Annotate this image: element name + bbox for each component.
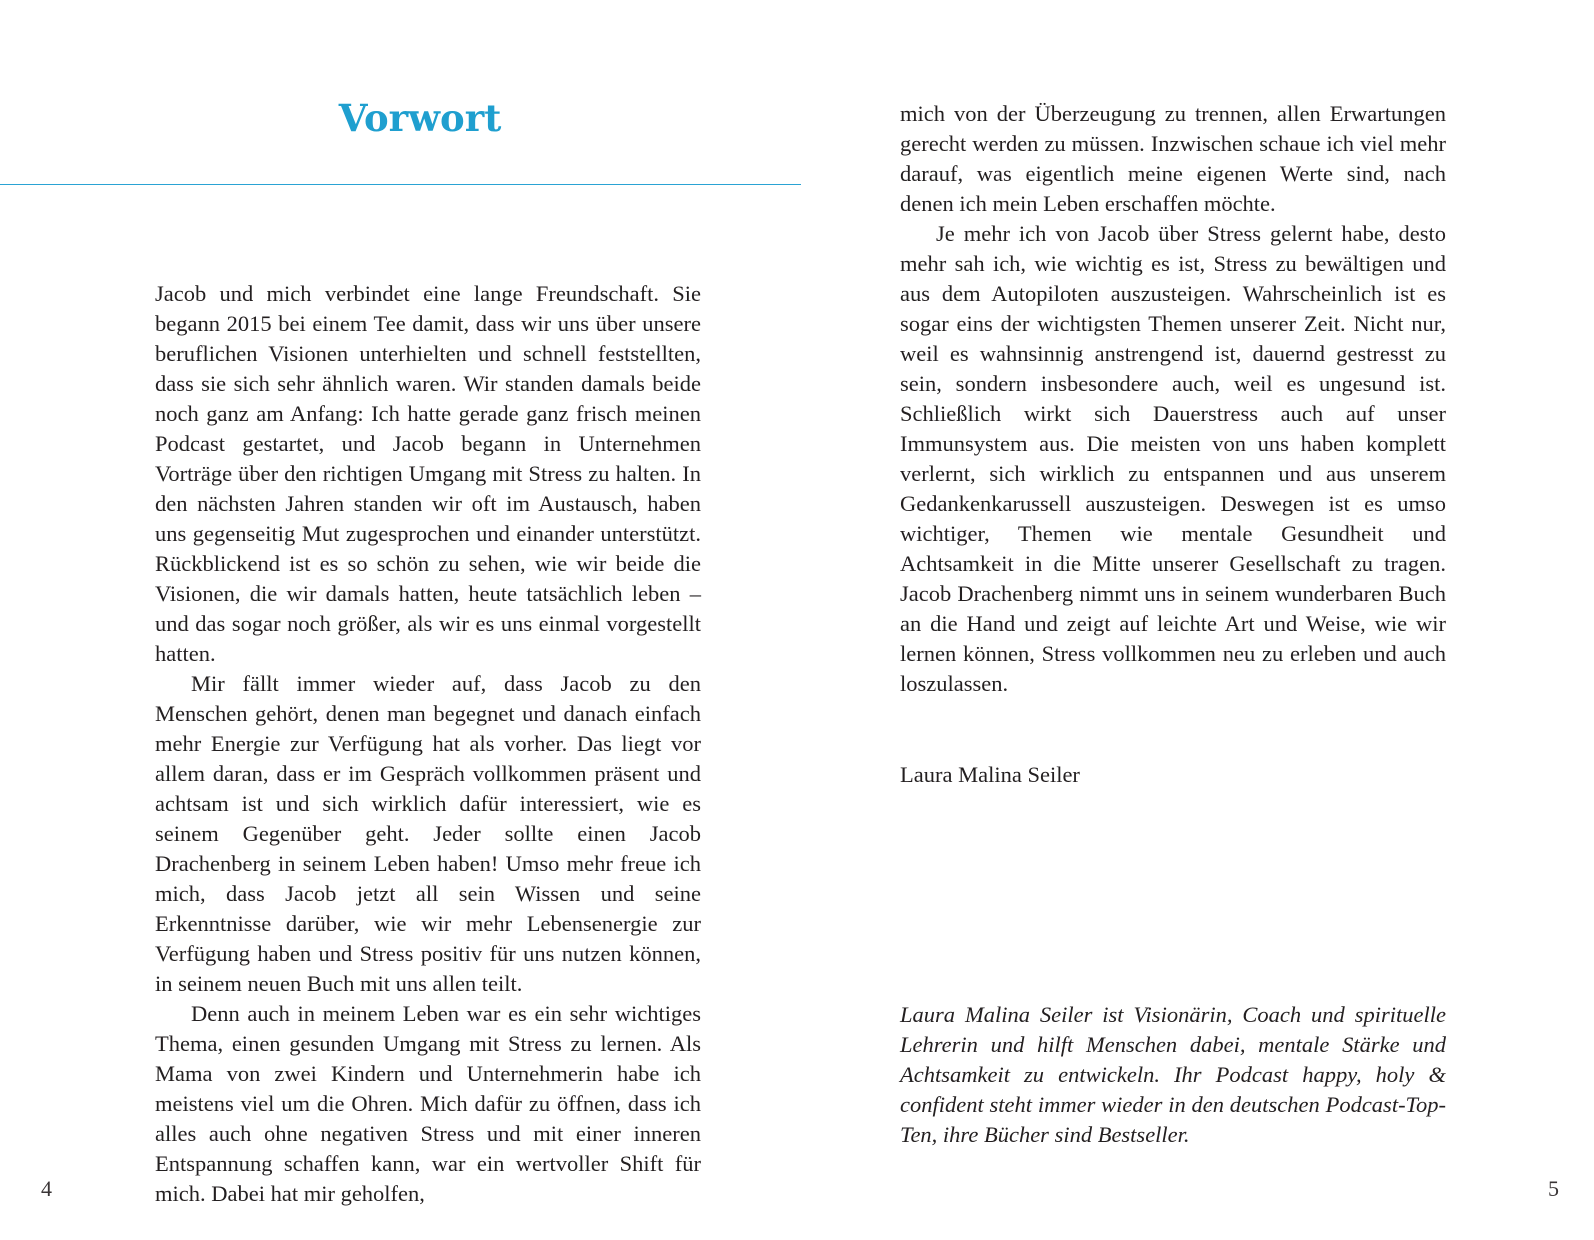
paragraph: Je mehr ich von Jacob über Stress gelernt habe, desto mehr sah ich, wie wichtig es ist, Stress zu bewältigen und aus dem Autopiloten auszusteigen. Wahrscheinlich ist es sogar eins der wichtigsten Themen unserer Zeit. Nicht nur, weil es wahnsinnig anstrengend ist, dauernd gestresst zu sein, sondern insbesondere auch, weil es ungesund ist. Schließlich wirkt sich Dauerstress auch auf unser Immunsystem aus. Die meisten von uns haben komplett verlernt, sich wirklich zu entspannen und aus unserem Gedankenkarussell auszusteigen. Deswegen ist es umso wichtiger, Themen wie mentale Gesundheit und Achtsamkeit in die Mitte unserer Gesellschaft zu tragen. Jacob Drachenberg nimmt uns in seinem wunderbaren Buch an die Hand und zeigt auf leichte Art und Weise, wie wir lernen können, Stress vollkommen neu zu erleben und auch loszulassen.: [900, 221, 1446, 696]
signature: Laura Malina Seiler: [900, 762, 1080, 787]
paragraph: Denn auch in meinem Leben war es ein sehr wichtiges Thema, einen gesunden Umgang mit Stress zu lernen. Als Mama von zwei Kindern und Unternehmerin habe ich meistens viel um die Ohren. Mich dafür zu öffnen, dass ich alles auch ohne negativen Stress und mit einer inneren Entspannung schaffen kann, war ein wertvoller Shift für mich. Dabei hat mir geholfen,: [155, 1001, 701, 1206]
right-body-text: [900, 99, 1446, 699]
paragraph: Mir fällt immer wieder auf, dass Jacob zu den Menschen gehört, denen man begegnet und danach einfach mehr Energie zur Verfügung hat als vorher. Das liegt vor allem daran, dass er im Gespräch vollkommen präsent und achtsam ist und sich wirklich dafür interessiert, wie es seinem Gegenüber geht. Jeder sollte einen Jacob Drachenberg in seinem Leben haben! Umso mehr freue ich mich, dass Jacob jetzt all sein Wissen und seine Erkenntnisse darüber, wie wir mehr Lebensenergie zur Verfügung haben und Stress positiv für uns nutzen können, in seinem neuen Buch mit uns allen teilt.: [155, 671, 701, 996]
paragraph: Jacob und mich verbindet eine lange Freundschaft. Sie begann 2015 bei einem Tee damit, dass wir uns über unsere beruflichen Visionen unterhielten und schnell feststellten, dass sie sich sehr ähnlich waren. Wir standen damals beide noch ganz am Anfang: Ich hatte gerade ganz frisch meinen Podcast gestartet, und Jacob begann in Unternehmen Vorträge über den richtigen Umgang mit Stress zu halten. In den nächsten Jahren standen wir oft im Austausch, haben uns gegenseitig Mut zugesprochen und einander unterstützt. Rückblickend ist es so schön zu sehen, wie wir beide die Visionen, die wir damals hatten, heute tatsächlich leben – und das sogar noch größer, als wir es uns einmal vorgestellt hatten.: [155, 281, 701, 666]
page-number-left: 4: [41, 1176, 52, 1201]
author-bio: Laura Malina Seiler ist Visionärin, Coach und spirituelle Lehrerin und hilft Menschen dabei, mentale Stärke und Achtsamkeit zu entwickeln. Ihr Podcast happy, holy & confident steht immer wieder in den deutschen Podcast-Top-Ten, ihre Bücher sind Bestseller.: [900, 1002, 1446, 1147]
chapter-title: Vorwort: [338, 96, 502, 140]
title-divider: [0, 184, 801, 185]
right-page: [797, 0, 1594, 1240]
paragraph: mich von der Überzeugung zu trennen, allen Erwartungen gerecht werden zu müssen. Inzwischen schaue ich viel mehr darauf, was eigentlich meine eigenen Werte sind, nach denen ich mein Leben erschaffen möchte.: [900, 101, 1446, 216]
left-body-text: [155, 279, 701, 1209]
page-number-right: 5: [1548, 1176, 1559, 1201]
